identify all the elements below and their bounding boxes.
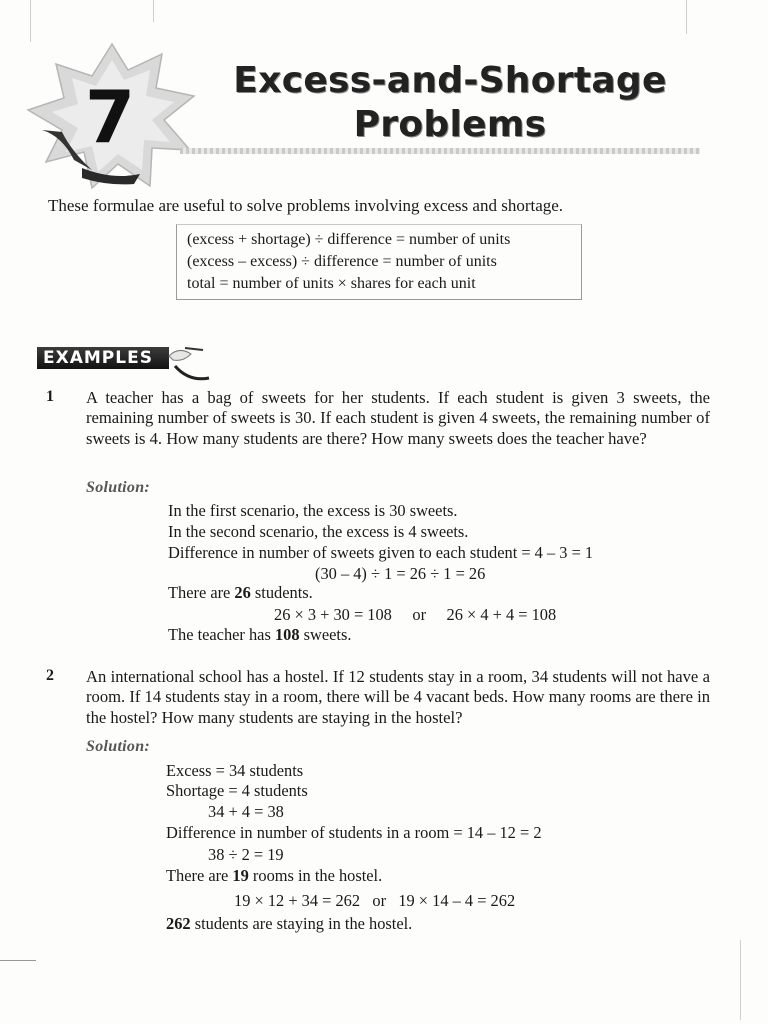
solution-line: Difference in number of sweets given to each student = 4 – 3 = 1: [168, 543, 594, 562]
solution-line: 26 × 3 + 30 = 108 or 26 × 4 + 4 = 108: [274, 605, 557, 624]
scan-artifact: [30, 0, 31, 42]
chapter-title-line1: Excess-and-Shortage: [233, 60, 667, 101]
scan-artifact: [0, 960, 36, 961]
solution-line: Shortage = 4 students: [166, 781, 308, 800]
formula-box: [176, 224, 582, 300]
example-question: A teacher has a bag of sweets for her students. If each student is given 3 sweets, the remaining number of sweets is 30. If each student is given 4 sweets, the remaining number of sweets is 4. How many students are there? How many sweets does the teacher have?: [86, 388, 710, 448]
chapter-title-line2: Problems: [353, 104, 547, 145]
solution-line: Excess = 34 students: [166, 761, 304, 780]
scan-artifact: [153, 0, 154, 22]
scan-artifact: [740, 940, 741, 1020]
solution-line: [166, 914, 412, 934]
text-segment: sweets.: [299, 625, 352, 644]
solution-line: [168, 625, 351, 645]
text-segment: There are: [166, 866, 233, 885]
text-segment: students are staying in the hostel.: [190, 914, 413, 933]
text-segment: The teacher has: [168, 625, 275, 644]
scribble-icon: [165, 342, 213, 386]
chapter-number: 7: [84, 75, 136, 159]
solution-line: [166, 866, 382, 886]
solution-line: In the first scenario, the excess is 30 sweets.: [168, 501, 458, 520]
scan-artifact: [686, 0, 687, 34]
example-number: 2: [46, 667, 54, 684]
solution-line: 34 + 4 = 38: [208, 802, 284, 821]
bold-value: 262: [166, 914, 191, 933]
solution-line: Difference in number of students in a room = 14 – 12 = 2: [166, 823, 542, 842]
formula-line: (excess + shortage) ÷ difference = number of units: [187, 231, 511, 248]
intro-text: These formulae are useful to solve problems involving excess and shortage.: [48, 196, 564, 215]
solution-line: 19 × 12 + 34 = 262 or 19 × 14 – 4 = 262: [234, 891, 516, 910]
text-segment: students.: [250, 583, 313, 602]
solution-line: [168, 583, 313, 603]
bold-value: 26: [234, 583, 251, 602]
solution-label: Solution:: [86, 479, 151, 496]
title-underline: [180, 148, 700, 154]
formula-line: total = number of units × shares for each unit: [187, 275, 476, 292]
example-question: An international school has a hostel. If 12 students stay in a room, 34 students will not have a room. If 14 students stay in a room, there will be 4 vacant beds. How many rooms are there in the hostel? How many students are staying in the hostel?: [86, 667, 710, 727]
text-segment: There are: [168, 583, 235, 602]
solution-line: In the second scenario, the excess is 4 sweets.: [168, 522, 469, 541]
solution-line: 38 ÷ 2 = 19: [208, 845, 284, 864]
text-segment: rooms in the hostel.: [248, 866, 383, 885]
solution-line: (30 – 4) ÷ 1 = 26 ÷ 1 = 26: [315, 564, 486, 583]
examples-heading: EXAMPLES: [37, 347, 169, 369]
bold-value: 108: [274, 625, 300, 644]
bold-value: 19: [232, 866, 249, 885]
formula-line: (excess – excess) ÷ difference = number of units: [187, 253, 497, 270]
chapter-badge: [22, 40, 202, 190]
example-number: 1: [46, 388, 54, 405]
solution-label: Solution:: [86, 738, 151, 755]
